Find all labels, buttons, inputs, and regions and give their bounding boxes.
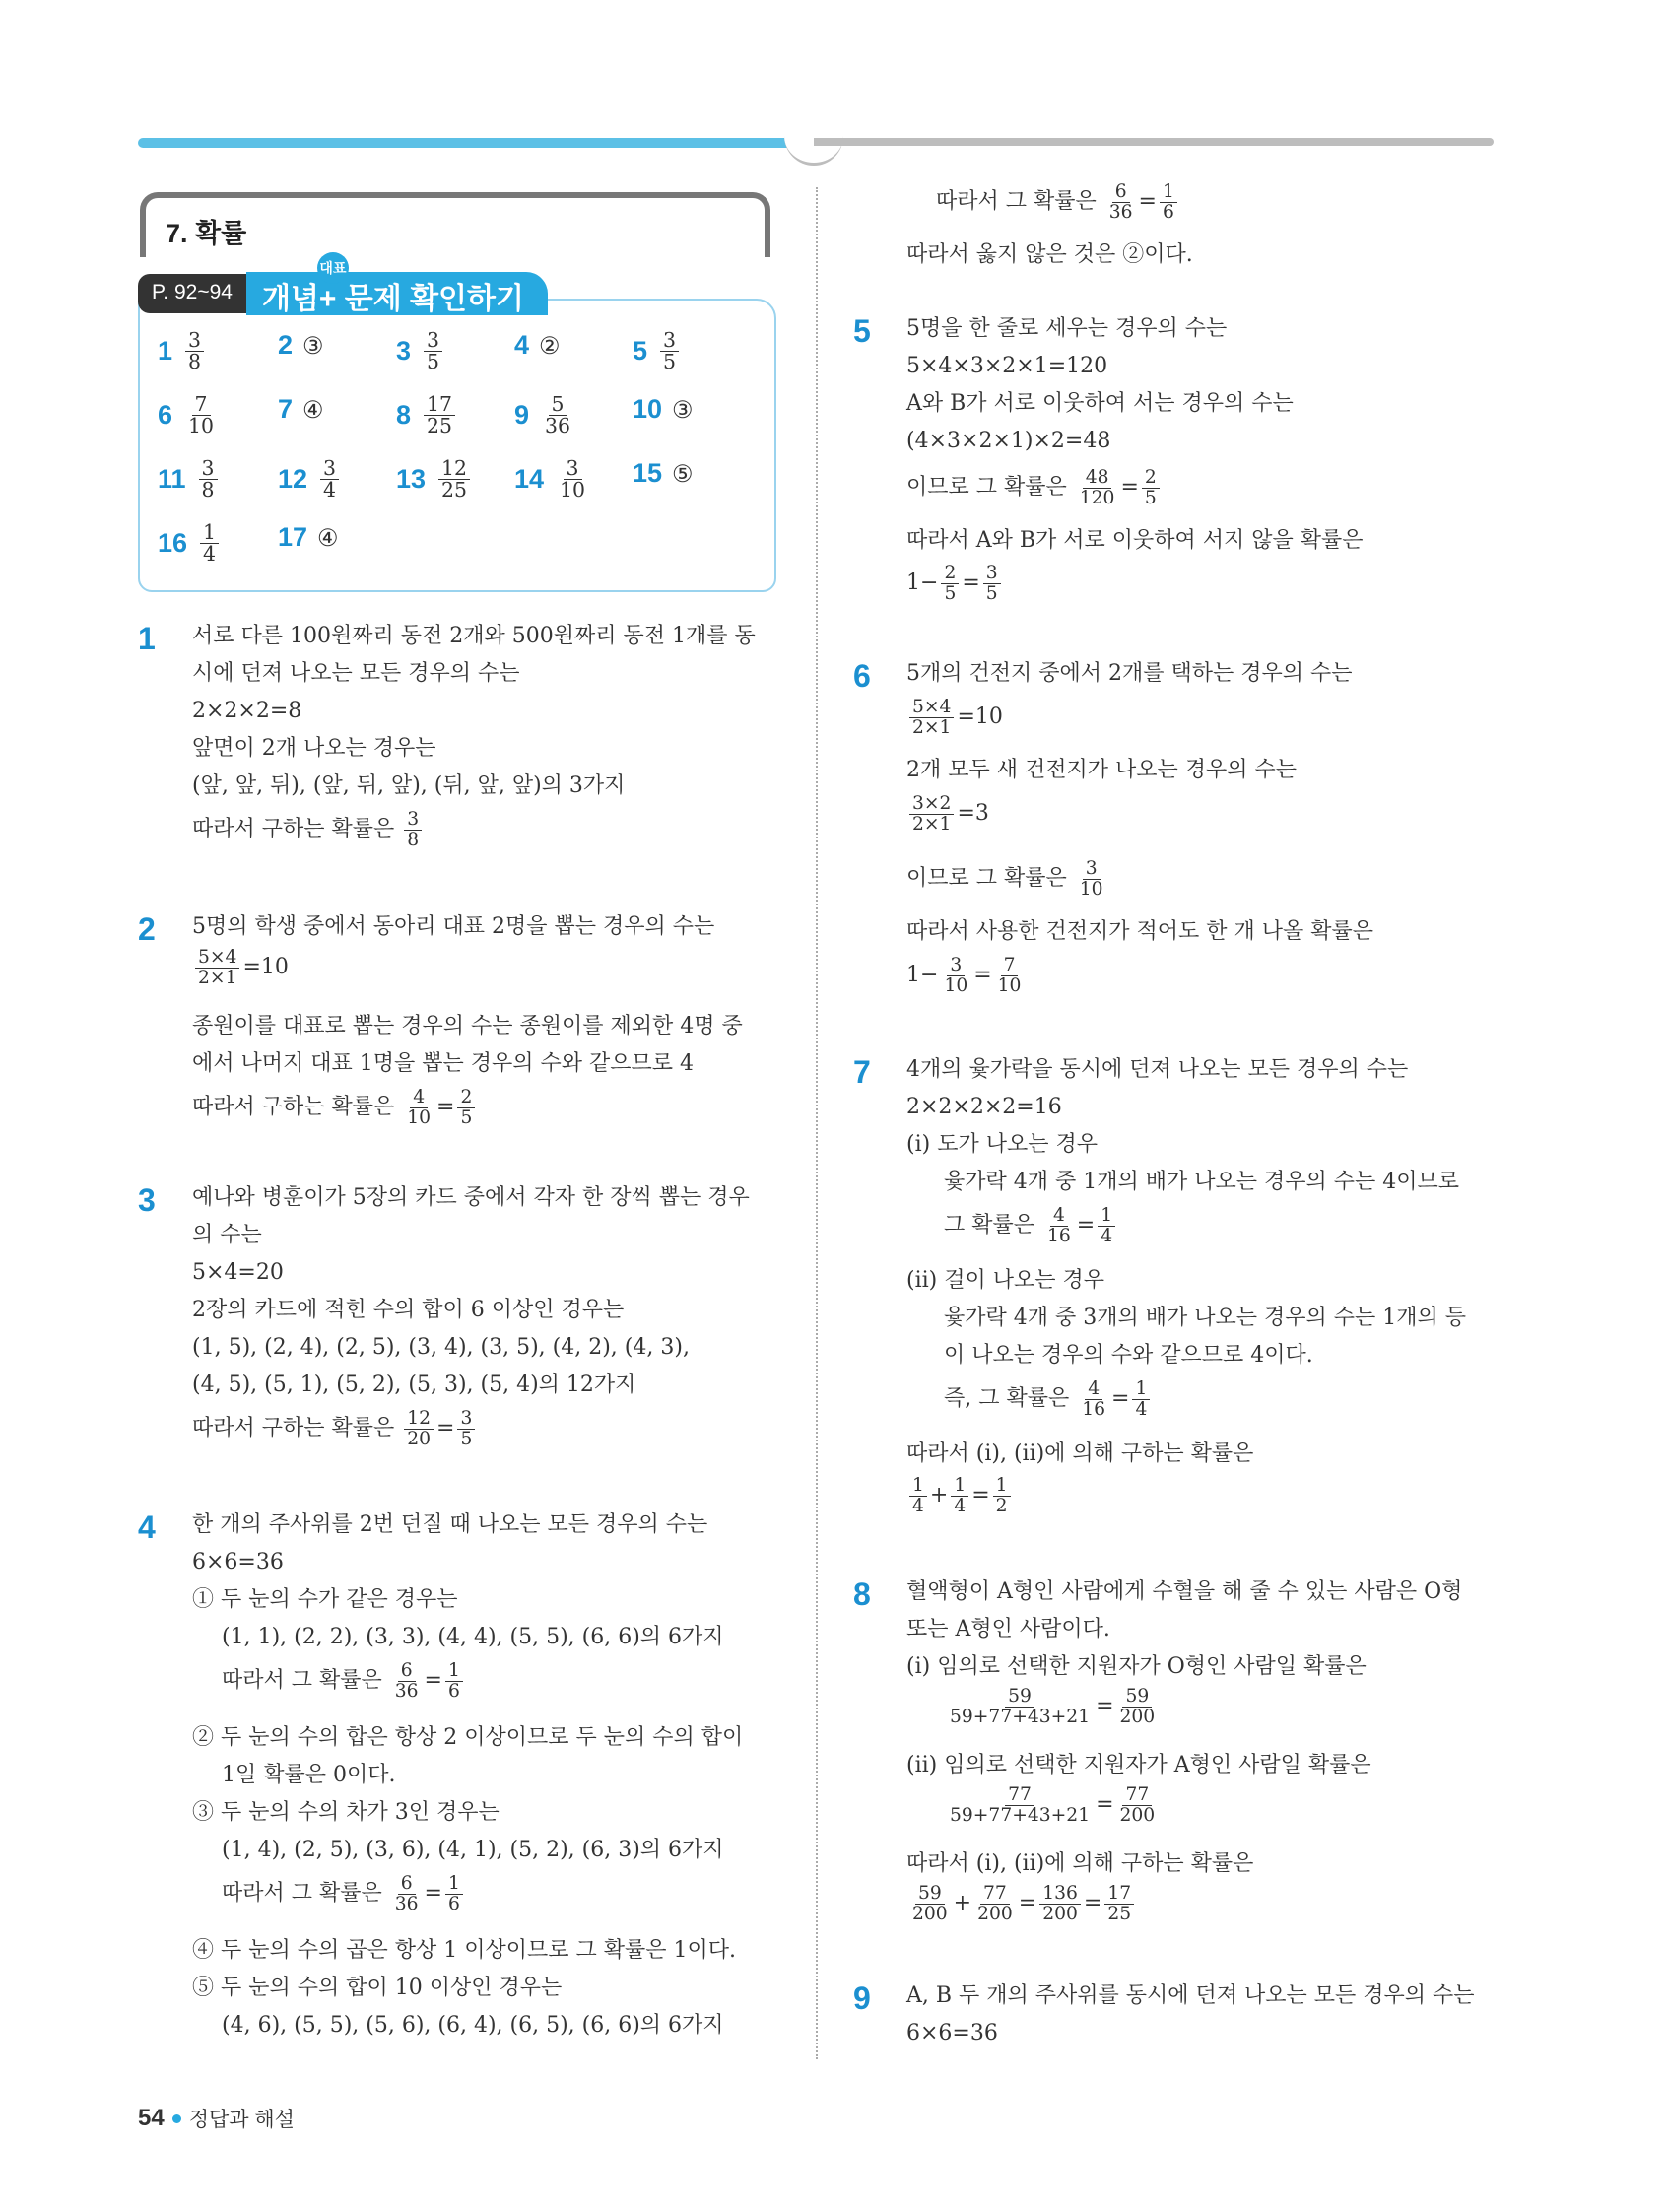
text-line: 2×2×2=8: [192, 699, 302, 723]
answer-number: 2: [278, 330, 294, 360]
fraction: $\frac{2}{5}$: [457, 1088, 475, 1127]
answer-value: ④: [317, 523, 339, 552]
fraction: $\frac{2}{5}$: [941, 564, 959, 603]
text-line: 이 나오는 경우의 수와 같으므로 4이다.: [944, 1343, 1313, 1368]
problem-number: 5: [853, 313, 871, 349]
answer-item: [278, 458, 342, 502]
math-line: $\frac{77}{59+77+43+21}$ = $\frac{77}{200}$: [944, 1785, 1161, 1825]
text-line: 시에 던져 나오는 모든 경우의 수는: [192, 661, 520, 686]
answer-number: 7: [278, 394, 294, 424]
answer-value: ④: [302, 395, 324, 424]
text-line: 의 수는: [192, 1223, 262, 1247]
math-line: $\frac{3\times 2}{2\times 1}$ =3: [906, 794, 989, 834]
fraction: $\frac{1}{6}$: [1160, 182, 1177, 222]
math-line: 따라서 구하는 확률은 $\frac{12}{20}$ = $\frac{3}{5}$: [192, 1409, 478, 1448]
answer-item: [633, 330, 682, 373]
answer-value: [421, 394, 458, 437]
fraction: $\frac{59}{59+77+43+21}$: [950, 1686, 1091, 1727]
footer-label: 정답과 해설: [188, 2109, 295, 2131]
problem-number: 2: [138, 911, 156, 947]
answer-number: 11: [158, 464, 186, 495]
answer-item: [514, 394, 576, 437]
fraction: $\frac{1}{6}$: [445, 1661, 463, 1701]
answer-value: [657, 330, 682, 373]
section-title: 7. 확률: [166, 219, 247, 248]
text-line: (1, 5), (2, 4), (2, 5), (3, 4), (3, 5), (4, 2), (4, 3),: [192, 1335, 690, 1360]
text-line: (앞, 앞, 뒤), (앞, 뒤, 앞), (뒤, 앞, 앞)의 3가지: [192, 773, 626, 798]
answer-number: 12: [278, 464, 308, 495]
answer-number: 10: [633, 394, 663, 424]
text-line: 따라서 구하는 확률은: [192, 817, 395, 842]
answer-value: ②: [539, 331, 561, 360]
text-line: ② 두 눈의 수의 합은 항상 2 이상이므로 두 눈의 수의 합이: [192, 1725, 744, 1750]
column-divider: [816, 187, 818, 2059]
answer-number: 17: [278, 522, 308, 552]
fraction: $\frac{3\times 2}{2\times 1}$: [909, 794, 954, 834]
problem-number: 3: [138, 1182, 156, 1218]
answer-value: ③: [672, 395, 694, 424]
answer-item: [633, 458, 694, 489]
answer-item: [633, 394, 694, 425]
fraction: $\frac{3}{5}$: [983, 564, 1001, 603]
fraction: $\frac{6}{36}$: [394, 1660, 419, 1702]
text-line: 따라서 A와 B가 서로 이웃하여 서지 않을 확률은: [906, 528, 1364, 553]
fraction: $\frac{7}{10}$: [997, 955, 1022, 996]
answer-number: 14: [514, 464, 545, 495]
fraction: $\frac{12}{20}$: [404, 1409, 434, 1448]
text-line: (1, 1), (2, 2), (3, 3), (4, 4), (5, 5), (6, 6)의 6가지: [222, 1625, 724, 1649]
fraction: $\frac{2}{5}$: [1142, 468, 1160, 507]
answer-number: 16: [158, 528, 188, 559]
text-line: 5×4=20: [192, 1260, 284, 1285]
answer-item: [514, 330, 561, 361]
fraction: $\frac{77}{59+77+43+21}$: [950, 1784, 1091, 1826]
fraction: $\frac{1}{4}$: [1132, 1379, 1150, 1419]
text-line: (ⅰ) 임의로 선택한 지원자가 O형인 사람일 확률은: [906, 1654, 1367, 1679]
answer-number: 5: [633, 336, 648, 367]
text-line: 1일 확률은 0이다.: [222, 1763, 396, 1787]
answer-item: [278, 522, 339, 553]
text-line: A, B 두 개의 주사위를 동시에 던져 나오는 모든 경우의 수는: [906, 1983, 1475, 2008]
text-line: 한 개의 주사위를 2번 던질 때 나오는 모든 경우의 수는: [192, 1512, 708, 1537]
answer-value: ⑤: [672, 459, 694, 488]
problem-number: 8: [853, 1576, 871, 1612]
text-line: 2×2×2×2=16: [906, 1095, 1062, 1119]
math-line: 따라서 그 확률은 $\frac{6}{36}$ = $\frac{1}{6}$: [936, 182, 1180, 222]
banner-label-post: 문제 확인하기: [344, 283, 524, 315]
text-line: 5개의 건전지 중에서 2개를 택하는 경우의 수는: [906, 661, 1353, 686]
fraction: $\frac{3}{8}$: [199, 458, 218, 502]
text-line: 에서 나머지 대표 1명을 뽑는 경우의 수와 같으므로 4: [192, 1051, 694, 1076]
text-line: 2개 모두 새 건전지가 나오는 경우의 수는: [906, 758, 1297, 782]
math-line: 1− $\frac{3}{10}$ = $\frac{7}{10}$: [906, 956, 1027, 995]
answer-value: [197, 522, 222, 566]
text-line: 2장의 카드에 적힌 수의 합이 6 이상인 경우는: [192, 1298, 625, 1322]
answer-value: [317, 458, 342, 502]
answer-number: 13: [396, 464, 427, 495]
page-footer: [138, 2104, 295, 2133]
math-line: 따라서 그 확률은 $\frac{6}{36}$ = $\frac{1}{6}$: [222, 1661, 466, 1701]
section-title-box: [140, 192, 770, 257]
fraction: $\frac{77}{200}$: [1119, 1784, 1156, 1826]
answer-value: [554, 458, 591, 502]
answer-item: [396, 458, 473, 502]
math-line: $\frac{5\times 4}{2\times 1}$ =10: [906, 698, 1003, 737]
text-line: 예나와 병훈이가 5장의 카드 중에서 각자 한 장씩 뽑는 경우: [192, 1185, 750, 1210]
fraction: $\frac{1}{6}$: [445, 1874, 463, 1913]
problem-number: 4: [138, 1509, 156, 1545]
text-line: 4개의 윷가락을 동시에 던져 나오는 모든 경우의 수는: [906, 1057, 1409, 1082]
fraction: $\frac{5\times 4}{2\times 1}$: [195, 948, 239, 987]
fraction: $\frac{6}{36}$: [1108, 181, 1133, 223]
fraction: $\frac{3}{5}$: [424, 330, 442, 373]
answer-item: [158, 522, 222, 566]
fraction: $\frac{3}{8}$: [185, 330, 204, 373]
text-line: (4, 5), (5, 1), (5, 2), (5, 3), (5, 4)의 12가지: [192, 1373, 636, 1397]
text-line: (1, 4), (2, 5), (3, 6), (4, 1), (5, 2), (6, 3)의 6가지: [222, 1838, 724, 1862]
fraction: $\frac{48}{120}$: [1079, 467, 1115, 508]
fraction: $\frac{17}{25}$: [1104, 1884, 1134, 1923]
answer-value: [182, 394, 220, 437]
banner-sup-badge: 대표: [317, 252, 349, 284]
text-line: 윷가락 4개 중 1개의 배가 나오는 경우의 수는 4이므로: [944, 1170, 1459, 1194]
math-line: 즉, 그 확률은 $\frac{4}{16}$ = $\frac{1}{4}$: [944, 1379, 1153, 1419]
fraction: $\frac{136}{200}$: [1039, 1884, 1081, 1923]
math-line: 그 확률은 $\frac{4}{16}$ = $\frac{1}{4}$: [944, 1206, 1118, 1245]
fraction: $\frac{3}{4}$: [320, 458, 339, 502]
answer-number: 6: [158, 400, 173, 431]
text-line: 따라서 옳지 않은 것은 ②이다.: [906, 242, 1193, 267]
text-line: 서로 다른 100원짜리 동전 2개와 500원짜리 동전 1개를 동: [192, 624, 756, 648]
answer-number: 3: [396, 336, 412, 367]
fraction: $\frac{59}{200}$: [912, 1883, 948, 1924]
problem-number: 9: [853, 1980, 871, 2016]
fraction: $\frac{12}{25}$: [438, 458, 470, 502]
fraction: $\frac{1}{4}$: [951, 1476, 968, 1515]
text-line: 앞면이 2개 나오는 경우는: [192, 736, 436, 761]
math-line: $\frac{59}{59+77+43+21}$ = $\frac{59}{200}$: [944, 1687, 1161, 1726]
fraction: $\frac{1}{2}$: [993, 1476, 1011, 1515]
text-line: 따라서 (ⅰ), (ⅱ)에 의해 구하는 확률은: [906, 1851, 1254, 1876]
fraction: $\frac{6}{36}$: [394, 1873, 419, 1914]
header-gray-bar: [814, 138, 1494, 146]
text-line: (ⅰ) 도가 나오는 경우: [906, 1132, 1098, 1157]
fraction: $\frac{7}{10}$: [188, 392, 214, 438]
answer-value: [182, 330, 207, 373]
math-line: $\frac{59}{200}$ + $\frac{77}{200}$ = $\frac{136}{200}$ = $\frac{17}{25}$: [906, 1884, 1137, 1923]
answer-item: [158, 330, 207, 373]
fraction: $\frac{5}{36}$: [545, 392, 570, 438]
header-accent-bar: [138, 138, 808, 148]
fraction: $\frac{3}{5}$: [660, 330, 679, 373]
text-line: 5명의 학생 중에서 동아리 대표 2명을 뽑는 경우의 수는: [192, 914, 715, 939]
fraction: $\frac{3}{5}$: [457, 1409, 475, 1448]
fraction: $\frac{1}{4}$: [200, 522, 219, 566]
answer-value: [435, 458, 473, 502]
math-line: 따라서 구하는 확률은 $\frac{4}{10}$ = $\frac{2}{5}$: [192, 1088, 478, 1127]
text-line: ① 두 눈의 수가 같은 경우는: [192, 1587, 458, 1612]
concept-banner: [138, 260, 548, 315]
fraction: $\frac{59}{200}$: [1119, 1686, 1156, 1727]
answer-value: [539, 394, 576, 437]
math-line: 이므로 그 확률은 $\frac{3}{10}$: [906, 859, 1109, 899]
text-line: ③ 두 눈의 수의 차가 3인 경우는: [192, 1800, 500, 1825]
answer-item: [396, 330, 445, 373]
page-reference: P. 92~94: [138, 274, 246, 313]
text-line: 6×6=36: [192, 1550, 284, 1575]
text-line: 윷가락 4개 중 3개의 배가 나오는 경우의 수는 1개의 등: [944, 1306, 1466, 1330]
text-line: 따라서 (ⅰ), (ⅱ)에 의해 구하는 확률은: [906, 1441, 1254, 1466]
fraction: $\frac{4}{16}$: [1047, 1205, 1071, 1246]
fraction: $\frac{1}{4}$: [909, 1476, 927, 1515]
fraction: $\frac{3}{8}$: [404, 810, 422, 849]
math-line: $\frac{5\times 4}{2\times 1}$ =10: [192, 948, 289, 987]
fraction: $\frac{17}{25}$: [424, 394, 455, 437]
text-line: 5명을 한 줄로 세우는 경우의 수는: [906, 316, 1228, 341]
text-line: (ⅱ) 걸이 나오는 경우: [906, 1268, 1104, 1293]
text-line: 또는 A형인 사람이다.: [906, 1617, 1110, 1642]
fraction: $\frac{4}{10}$: [407, 1087, 432, 1128]
fraction: $\frac{5\times 4}{2\times 1}$: [909, 698, 954, 737]
answer-number: 8: [396, 400, 412, 431]
math-line: 이므로 그 확률은 $\frac{48}{120}$ = $\frac{2}{5}$: [906, 468, 1163, 507]
text-line: 6×6=36: [906, 2021, 998, 2045]
banner-label-pre: 개념+: [261, 283, 337, 315]
text-line: 5×4×3×2×1=120: [906, 354, 1108, 378]
text-line: ⑤ 두 눈의 수의 합이 10 이상인 경우는: [192, 1976, 563, 2000]
answer-value: ③: [302, 331, 324, 360]
math-line: [192, 810, 425, 849]
text-line: (4×3×2×1)×2=48: [906, 429, 1111, 453]
text-line: 혈액형이 A형인 사람에게 수혈을 해 줄 수 있는 사람은 O형: [906, 1579, 1463, 1604]
answer-item: [158, 394, 220, 437]
fraction: $\frac{4}{16}$: [1082, 1378, 1106, 1420]
problem-number: 1: [138, 621, 156, 656]
answer-item: [396, 394, 458, 437]
text-line: 따라서 사용한 건전지가 적어도 한 개 나올 확률은: [906, 919, 1373, 944]
text-line: ④ 두 눈의 수의 곱은 항상 1 이상이므로 그 확률은 1이다.: [192, 1938, 736, 1963]
text-line: (4, 6), (5, 5), (5, 6), (6, 4), (6, 5), (6, 6)의 6가지: [222, 2013, 724, 2038]
fraction: $\frac{3}{10}$: [1079, 858, 1103, 900]
bullet-dot-icon: [172, 2114, 181, 2123]
text-line: A와 B가 서로 이웃하여 서는 경우의 수는: [906, 391, 1294, 416]
answer-number: 15: [633, 458, 663, 488]
math-line: 1− $\frac{2}{5}$ = $\frac{3}{5}$: [906, 564, 1004, 603]
fraction: $\frac{3}{10}$: [944, 955, 968, 996]
problem-number: 7: [853, 1054, 871, 1090]
text-line: (ⅱ) 임의로 선택한 지원자가 A형인 사람일 확률은: [906, 1753, 1371, 1777]
answer-item: [514, 458, 591, 502]
answer-item: [158, 458, 221, 502]
answer-number: 1: [158, 336, 173, 367]
answer-item: [278, 330, 324, 361]
banner-label: [246, 260, 548, 315]
answer-item: [278, 394, 324, 425]
math-line: $\frac{1}{4}$ + $\frac{1}{4}$ = $\frac{1}{2}$: [906, 1476, 1014, 1515]
answer-number: 4: [514, 330, 530, 360]
problem-number: 6: [853, 658, 871, 694]
page-number: 54: [138, 2105, 165, 2131]
fraction: $\frac{3}{10}$: [560, 456, 585, 503]
text-line: 종원이를 대표로 뽑는 경우의 수는 종원이를 제외한 4명 중: [192, 1014, 743, 1039]
answer-value: [196, 458, 221, 502]
math-line: 따라서 그 확률은 $\frac{6}{36}$ = $\frac{1}{6}$: [222, 1874, 466, 1913]
fraction: $\frac{1}{4}$: [1098, 1206, 1115, 1245]
fraction: $\frac{77}{200}$: [977, 1883, 1013, 1924]
answer-value: [421, 330, 445, 373]
answer-number: 9: [514, 400, 530, 431]
